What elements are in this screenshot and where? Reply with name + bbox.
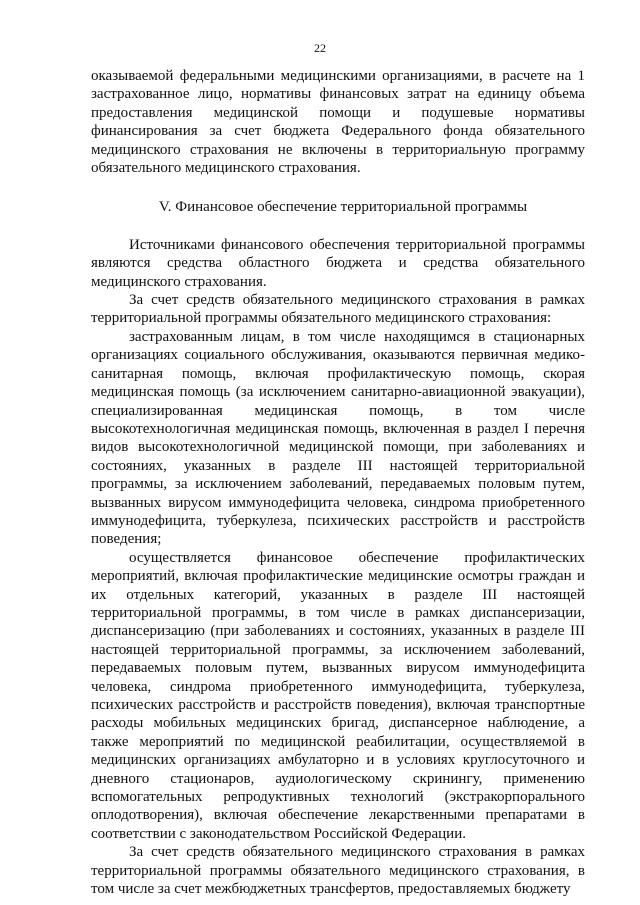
paragraph-preventive-measures: осуществляется финансовое обеспечение профилактических мероприятий, включая профилактические медицинские осмотры граждан и их отдельных категорий, указанных в разделе III настоящей территориальной программы, в том числе в рамках диспансеризации, диспансеризацию (при заболеваниях и состояниях, указанных в разделе III настоящей территориальной программы, за исключением заболеваний, передаваемых половым путем, вызванных вирусом иммунодефицита человека, синдрома приобретенного иммунодефицита, туберкулеза, психических расстройств и расстройств поведения), включая транспортные расходы мобильных медицинских бригад, диспансерное наблюдение, а также мероприятий по медицинской реабилитации, осуществляемой в медицинских организациях амбулаторно и в условиях круглосуточного и дневного стационаров, аудиологическому скринингу, применению вспомогательных репродуктивных технологий (экстракорпорального оплодотворения), включая обеспечение лекарственными препаратами в соответствии с законодательством Российской Федерации. (91, 549, 585, 842)
paragraph-oms-intro: За счет средств обязательного медицинского страхования в рамках территориальной программы обязательного медицинского страхования: (91, 292, 585, 327)
document-body (91, 67, 585, 898)
paragraph-insured-persons: застрахованным лицам, в том числе находящимся в стационарных организациях социального обслуживания, оказываются первичная медико-санитарная помощь, включая профилактическую помощь, скорая медицинская помощь (за исключением санитарно-авиационной эвакуации), специализированная медицинская помощь, в том числе высокотехнологичная медицинская помощь, включенная в раздел I перечня видов высокотехнологичной медицинской помощи, при заболеваниях и состояниях, указанных в разделе III настоящей территориальной программы, за исключением заболеваний, передаваемых половым путем, вызванных вирусом иммунодефицита человека, синдрома приобретенного иммунодефицита, туберкулеза, психических расстройств и расстройств поведения; (91, 328, 585, 548)
section-heading: V. Финансовое обеспечение территориальной программы (158, 199, 528, 216)
page-number: 22 (314, 41, 326, 55)
paragraph-funding-sources: Источниками финансового обеспечения территориальной программы являются средства областного бюджета и средства обязательного медицинского страхования. (91, 236, 585, 290)
paragraph-oms-transfers: За счет средств обязательного медицинского страхования в рамках территориальной программы обязательного медицинского страхования, в том числе за счет межбюджетных трансфертов, предоставляемых бюджету (91, 844, 585, 898)
paragraph-continuation: оказываемой федеральными медицинскими организациями, в расчете на 1 застрахованное лицо, нормативы финансовых затрат на единицу объема предоставления медицинской помощи и подушевые нормативы финансирования за счет бюджета Федерального фонда обязательного медицинского страхования не включены в территориальную программу обязательного медицинского страхования. (91, 68, 585, 177)
